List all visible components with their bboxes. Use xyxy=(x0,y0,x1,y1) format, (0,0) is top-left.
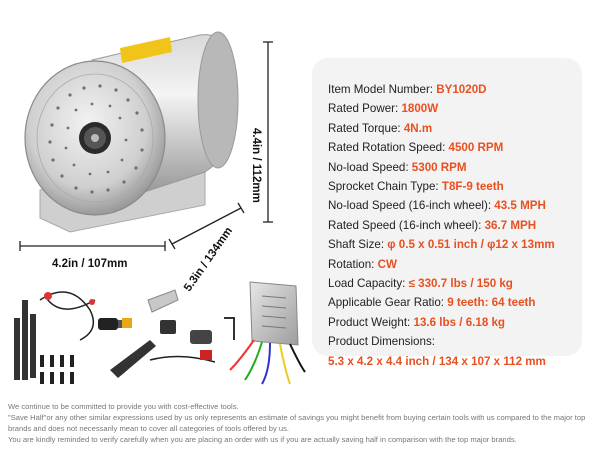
spec-row-no-load-speed-wheel: No-load Speed (16-inch wheel): 43.5 MPH xyxy=(328,199,546,213)
spec-row-sprocket-chain-type: Sprocket Chain Type: T8F-9 teeth xyxy=(328,180,504,194)
sprocket-image xyxy=(122,318,132,328)
dimension-width-line xyxy=(20,241,165,251)
spec-row-shaft-size: Shaft Size: φ 0.5 x 0.51 inch / φ12 x 13mm xyxy=(328,238,555,252)
spec-row-rotation: Rotation: CW xyxy=(328,257,397,271)
disclaimer xyxy=(8,401,594,445)
dimension-length-label: 5.3in / 134mm xyxy=(182,225,236,294)
motor-image xyxy=(25,32,238,232)
key-switch-image xyxy=(160,320,212,344)
spec-list xyxy=(328,80,555,371)
spec-row-product-dimensions: Product Dimensions: 5.3 x 4.2 x 4.4 inch / 134 x 107 x 112 mm xyxy=(328,335,546,368)
dimension-height-line xyxy=(263,42,273,222)
spec-row-load-capacity: Load Capacity: ≤ 330.7 lbs / 150 kg xyxy=(328,277,513,291)
product-illustration xyxy=(0,0,310,395)
disclaimer-line-2: "Save Half"or any other similar expressions used by us only represents an estimate of savings you might benefit from buying certain tools with us compared to the major top brands and does not necessarily mean to cover all categories of tools offered by us. xyxy=(8,413,586,433)
spec-row-rated-rotation-speed: Rated Rotation Speed: 4500 RPM xyxy=(328,141,504,155)
dimension-width-label: 4.2in / 107mm xyxy=(52,258,128,270)
product-image-area xyxy=(0,0,310,395)
spec-row-rated-speed-wheel: Rated Speed (16-inch wheel): 36.7 MPH xyxy=(328,218,537,232)
chain-image xyxy=(14,300,36,380)
wire-harness-image xyxy=(40,292,95,340)
controller-image xyxy=(230,282,305,384)
spec-row-product-weight: Product Weight: 13.6 lbs / 6.18 kg xyxy=(328,315,506,329)
spec-row-rated-torque: Rated Torque: 4N.m xyxy=(328,121,433,135)
spec-row-model: Item Model Number: BY1020D xyxy=(328,83,487,96)
wrench-image xyxy=(148,290,178,312)
allen-key-image xyxy=(224,318,234,340)
brake-lever-image xyxy=(110,340,215,378)
disclaimer-line-1: We continue to be committed to provide you with cost-effective tools. xyxy=(8,402,239,411)
spec-row-gear-ratio: Applicable Gear Ratio: 9 teeth: 64 teeth xyxy=(328,296,536,310)
spec-panel xyxy=(312,58,582,368)
spec-row-no-load-speed: No-load Speed: 5300 RPM xyxy=(328,160,467,174)
spec-row-rated-power: Rated Power: 1800W xyxy=(328,102,439,116)
disclaimer-line-3: You are kindly reminded to verify carefully when you are placing an order with us if you are actually saving half in comparison with the top major brands. xyxy=(8,435,517,444)
dimension-height-label: 4.4in / 112mm xyxy=(250,128,262,203)
bolts-image xyxy=(40,355,74,384)
